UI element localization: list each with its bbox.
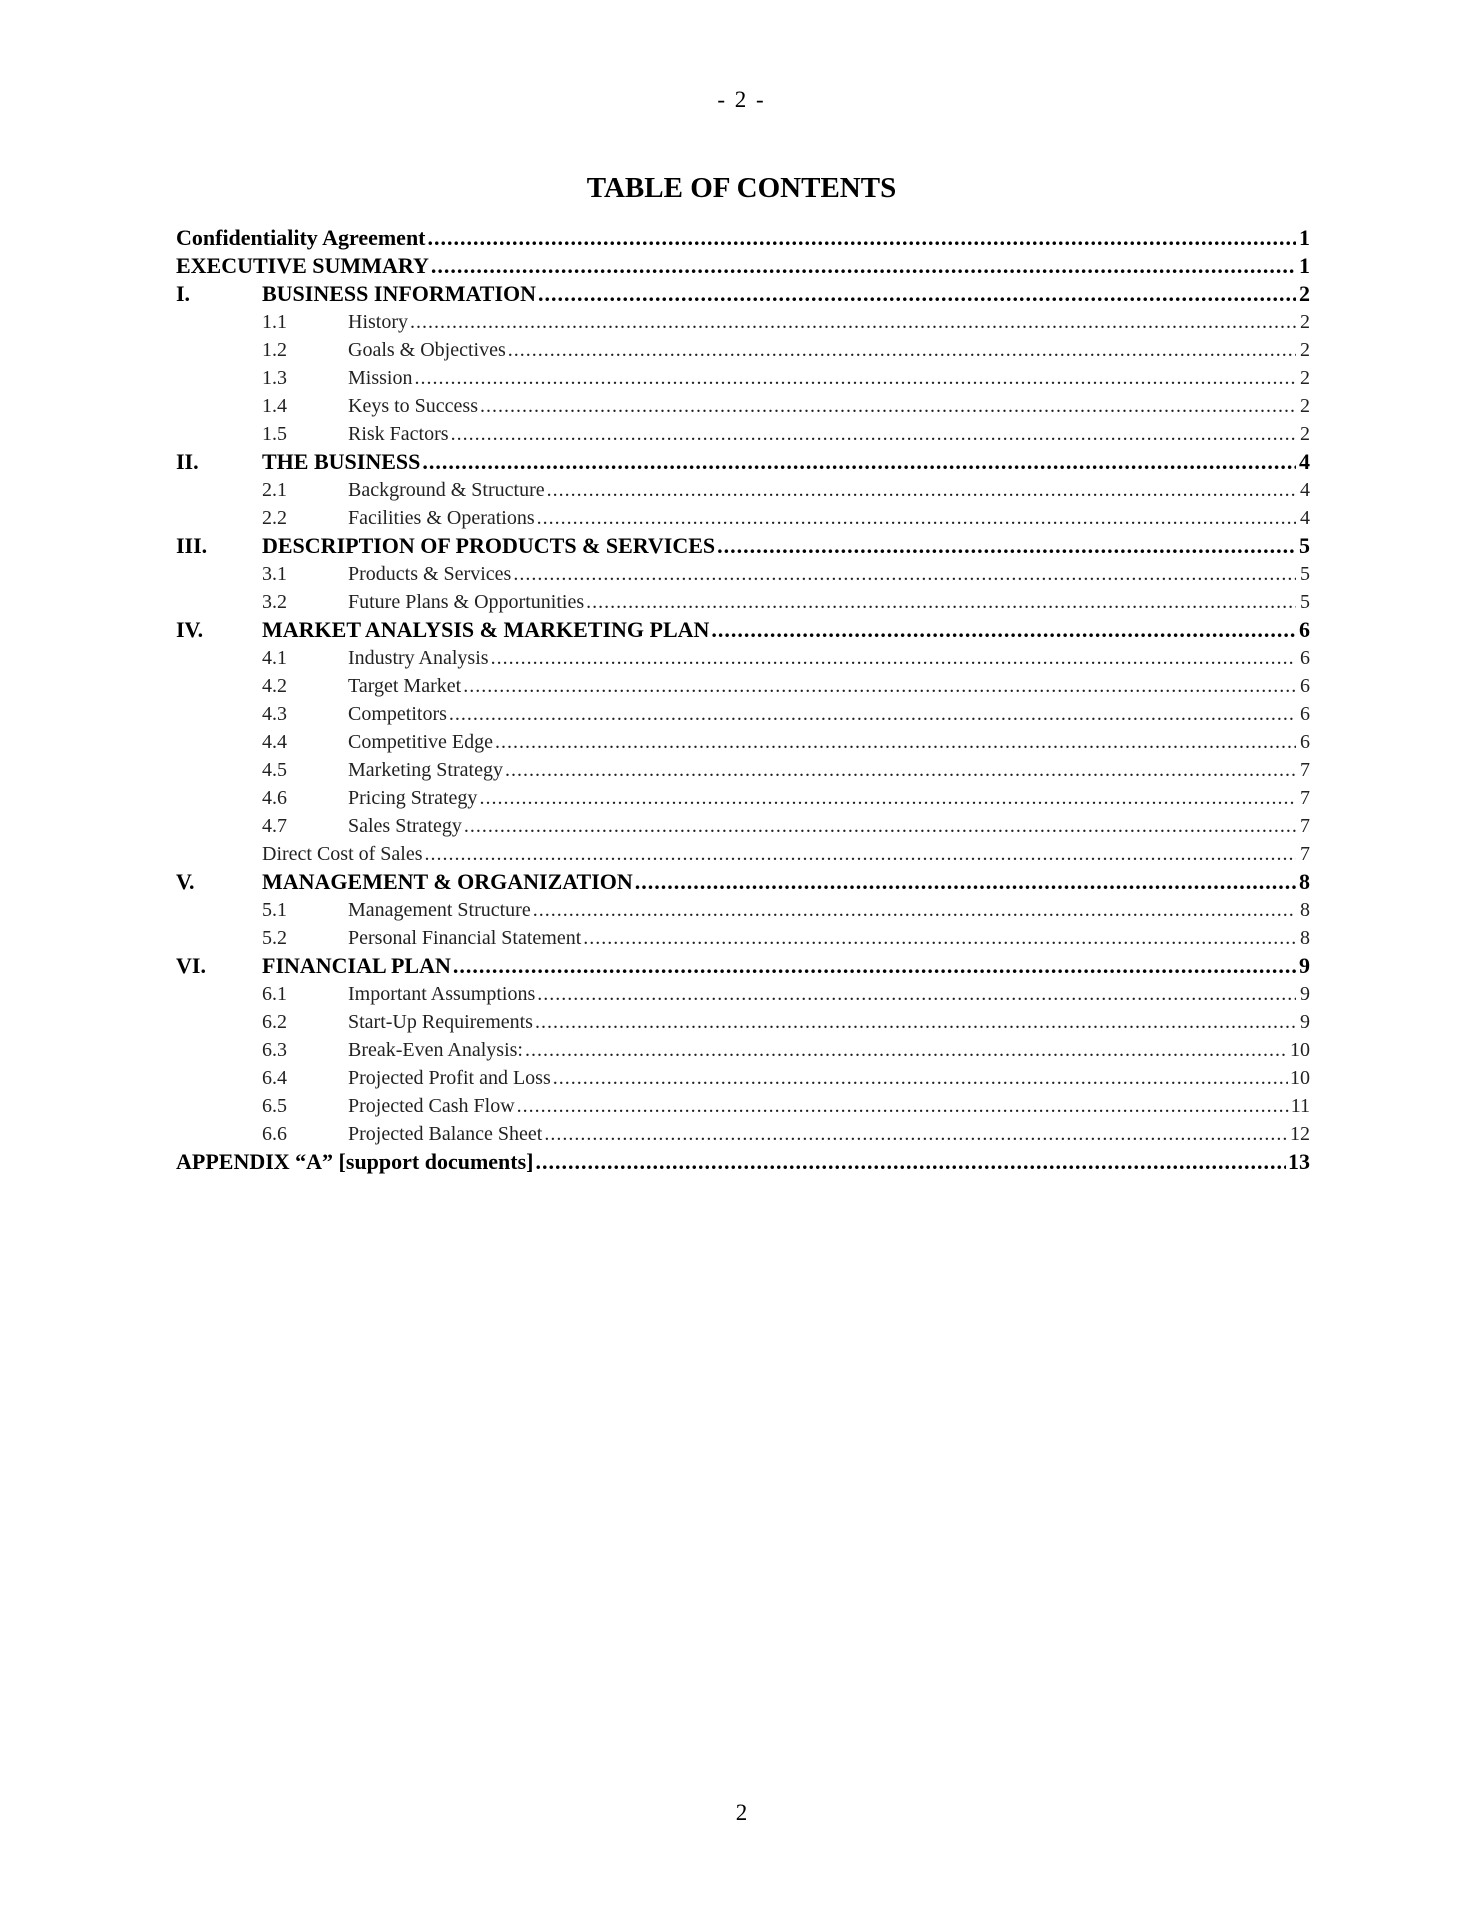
toc-entry-page: 13 xyxy=(1288,1149,1310,1174)
toc-entry-page: 5 xyxy=(1300,591,1310,613)
dot-leader xyxy=(431,252,1296,280)
toc-entry-confidentiality[interactable] xyxy=(176,224,1310,252)
dot-leader xyxy=(505,756,1296,784)
toc-entry-page: 8 xyxy=(1300,899,1310,921)
dot-leader xyxy=(508,336,1296,364)
toc-subsection-number: 4.1 xyxy=(262,647,287,669)
toc-section-number: III. xyxy=(176,533,208,558)
toc-entry-page: 6 xyxy=(1300,703,1310,725)
toc-entry-label: Keys to Success xyxy=(348,395,478,417)
dot-leader xyxy=(586,588,1296,616)
toc-subsection-number: 4.5 xyxy=(262,759,287,781)
toc-entry-executive-summary[interactable] xyxy=(176,252,1310,280)
toc-entry-page: 6 xyxy=(1299,617,1310,642)
dot-leader xyxy=(422,448,1296,476)
dot-leader xyxy=(410,308,1296,336)
dot-leader xyxy=(717,532,1296,560)
toc-subsection-marketing-strategy[interactable] xyxy=(176,756,1310,784)
dot-leader xyxy=(480,392,1296,420)
toc-entry-page: 7 xyxy=(1300,815,1310,837)
dot-leader xyxy=(537,980,1296,1008)
toc-entry-page: 1 xyxy=(1299,253,1310,278)
toc-entry-label: Pricing Strategy xyxy=(348,787,478,809)
toc-subsection-number: 6.3 xyxy=(262,1039,287,1061)
toc-subsection-pricing-strategy[interactable] xyxy=(176,784,1310,812)
dot-leader xyxy=(517,1092,1289,1120)
toc-entry-label: Management Structure xyxy=(348,899,531,921)
toc-entry-page: 2 xyxy=(1300,311,1310,333)
toc-subsection-mission[interactable] xyxy=(176,364,1310,392)
dot-leader xyxy=(464,812,1296,840)
toc-section-management[interactable] xyxy=(176,868,1310,896)
toc-subsection-background[interactable] xyxy=(176,476,1310,504)
dot-leader xyxy=(414,364,1296,392)
toc-entry-label: Important Assumptions xyxy=(348,983,536,1005)
toc-subsection-keys-to-success[interactable] xyxy=(176,392,1310,420)
toc-entry-page: 7 xyxy=(1300,843,1310,865)
toc-entry-page: 2 xyxy=(1300,339,1310,361)
toc-entry-page: 6 xyxy=(1300,675,1310,697)
toc-subsection-number: 1.5 xyxy=(262,423,287,445)
toc-entry-page: 4 xyxy=(1300,507,1310,529)
dot-leader xyxy=(428,224,1296,252)
dot-leader xyxy=(495,728,1296,756)
toc-entry-label: Target Market xyxy=(348,675,462,697)
toc-entry-label: Marketing Strategy xyxy=(348,759,503,781)
toc-section-business-information[interactable] xyxy=(176,280,1310,308)
toc-entry-page: 4 xyxy=(1300,479,1310,501)
dot-leader xyxy=(513,560,1296,588)
toc-subsection-future-plans[interactable] xyxy=(176,588,1310,616)
page-header-marker: - 2 - xyxy=(717,87,766,112)
toc-entry-page: 5 xyxy=(1300,563,1310,585)
toc-section-products-services[interactable] xyxy=(176,532,1310,560)
toc-subsection-sales-strategy[interactable] xyxy=(176,812,1310,840)
toc-subsection-break-even[interactable] xyxy=(176,1036,1310,1064)
toc-entry-page: 9 xyxy=(1300,1011,1310,1033)
toc-subsection-number: 6.2 xyxy=(262,1011,287,1033)
toc-subsection-number: 5.1 xyxy=(262,899,287,921)
toc-entry-label: Confidentiality Agreement xyxy=(176,225,426,250)
toc-entry-page: 1 xyxy=(1299,225,1310,250)
toc-entry-page: 8 xyxy=(1299,869,1310,894)
toc-subsection-products[interactable] xyxy=(176,560,1310,588)
toc-section-number: VI. xyxy=(176,953,206,978)
dot-leader xyxy=(535,1008,1296,1036)
toc-entry-direct-cost-of-sales[interactable] xyxy=(176,840,1310,868)
dot-leader xyxy=(449,700,1296,728)
dot-leader xyxy=(533,896,1296,924)
toc-entry-label: Products & Services xyxy=(348,563,512,585)
dot-leader xyxy=(463,672,1296,700)
toc-section-number: I. xyxy=(176,281,191,306)
toc-subsection-number: 6.1 xyxy=(262,983,287,1005)
toc-entry-label: Risk Factors xyxy=(348,423,449,445)
toc-subsection-number: 5.2 xyxy=(262,927,287,949)
toc-entry-page: 6 xyxy=(1300,647,1310,669)
toc-subsection-profit-loss[interactable] xyxy=(176,1064,1310,1092)
dot-leader xyxy=(635,868,1296,896)
toc-entry-appendix-a[interactable] xyxy=(176,1148,1310,1176)
dot-leader xyxy=(553,1064,1288,1092)
toc-entry-label: APPENDIX “A” [support documents] xyxy=(176,1149,534,1174)
toc-section-number: IV. xyxy=(176,617,204,642)
toc-subsection-number: 4.3 xyxy=(262,703,287,725)
toc-entry-page: 9 xyxy=(1299,953,1310,978)
toc-entry-label: Sales Strategy xyxy=(348,815,462,837)
dot-leader xyxy=(453,952,1296,980)
toc-subsection-personal-financial-statement[interactable] xyxy=(176,924,1310,952)
toc-subsection-management-structure[interactable] xyxy=(176,896,1310,924)
dot-leader xyxy=(491,644,1296,672)
toc-entry-label: Projected Cash Flow xyxy=(348,1095,515,1117)
toc-entry-page: 10 xyxy=(1290,1039,1310,1061)
toc-subsection-number: 2.1 xyxy=(262,479,287,501)
toc-entry-page: 6 xyxy=(1300,731,1310,753)
toc-entry-label: Break-Even Analysis: xyxy=(348,1039,523,1061)
toc-entry-label: BUSINESS INFORMATION xyxy=(262,281,537,306)
dot-leader xyxy=(451,420,1296,448)
toc-subsection-number: 1.1 xyxy=(262,311,287,333)
dot-leader xyxy=(537,504,1296,532)
toc-subsection-number: 6.5 xyxy=(262,1095,287,1117)
dot-leader xyxy=(538,280,1296,308)
toc-subsection-important-assumptions[interactable] xyxy=(176,980,1310,1008)
dot-leader xyxy=(583,924,1296,952)
toc-entry-label: Goals & Objectives xyxy=(348,339,506,361)
dot-leader xyxy=(525,1036,1288,1064)
page-title: TABLE OF CONTENTS xyxy=(586,172,897,204)
toc-subsection-number: 4.2 xyxy=(262,675,287,697)
toc-subsection-number: 6.4 xyxy=(262,1067,287,1089)
dot-leader xyxy=(479,784,1296,812)
toc-entry-label: Facilities & Operations xyxy=(348,507,535,529)
toc-entry-label: Background & Structure xyxy=(348,479,545,501)
toc-entry-label: EXECUTIVE SUMMARY xyxy=(176,253,429,278)
toc-entry-label: Competitors xyxy=(348,703,447,725)
toc-subsection-number: 2.2 xyxy=(262,507,287,529)
toc-subsection-cash-flow[interactable] xyxy=(176,1092,1310,1120)
toc-subsection-number: 4.4 xyxy=(262,731,287,753)
toc-entry-page: 2 xyxy=(1300,423,1310,445)
toc-entry-label: Personal Financial Statement xyxy=(348,927,582,949)
toc-entry-page: 10 xyxy=(1290,1067,1310,1089)
toc-subsection-number: 1.4 xyxy=(262,395,287,417)
toc-section-number: V. xyxy=(176,869,195,894)
toc-entry-page: 5 xyxy=(1299,533,1310,558)
toc-section-financial-plan[interactable] xyxy=(176,952,1310,980)
toc-subsection-number: 1.2 xyxy=(262,339,287,361)
toc-subsection-competitors[interactable] xyxy=(176,700,1310,728)
toc-subsection-industry-analysis[interactable] xyxy=(176,644,1310,672)
toc-subsection-balance-sheet[interactable] xyxy=(176,1120,1310,1148)
toc-entry-page: 2 xyxy=(1299,281,1310,306)
toc-section-the-business[interactable] xyxy=(176,448,1310,476)
toc-section-number: II. xyxy=(176,449,199,474)
dot-leader xyxy=(544,1120,1288,1148)
toc-subsection-number: 4.7 xyxy=(262,815,287,837)
toc-entry-label: MARKET ANALYSIS & MARKETING PLAN xyxy=(262,617,710,642)
toc-entry-page: 4 xyxy=(1299,449,1310,474)
toc-subsection-risk-factors[interactable] xyxy=(176,420,1310,448)
toc-entry-label: Industry Analysis xyxy=(348,647,489,669)
toc-entry-page: 2 xyxy=(1300,367,1310,389)
toc-subsection-number: 3.2 xyxy=(262,591,287,613)
toc-entry-label: DESCRIPTION OF PRODUCTS & SERVICES xyxy=(262,533,716,558)
toc-subsection-number: 4.6 xyxy=(262,787,287,809)
toc-entry-page: 8 xyxy=(1300,927,1310,949)
toc-entry-label: MANAGEMENT & ORGANIZATION xyxy=(262,869,633,894)
toc-entry-label: Direct Cost of Sales xyxy=(262,843,423,865)
toc-entry-page: 7 xyxy=(1300,787,1310,809)
dot-leader xyxy=(547,476,1296,504)
toc-subsection-competitive-edge[interactable] xyxy=(176,728,1310,756)
toc-section-market-analysis[interactable] xyxy=(176,616,1310,644)
toc-subsection-facilities[interactable] xyxy=(176,504,1310,532)
toc-entry-page: 11 xyxy=(1290,1095,1310,1117)
toc-entry-label: Mission xyxy=(348,367,413,389)
toc-subsection-start-up-requirements[interactable] xyxy=(176,1008,1310,1036)
toc-entry-label: Projected Profit and Loss xyxy=(348,1067,551,1089)
dot-leader xyxy=(711,616,1296,644)
toc-entry-label: Start-Up Requirements xyxy=(348,1011,533,1033)
page-number-footer: 2 xyxy=(735,1800,748,1825)
toc-entry-label: Future Plans & Opportunities xyxy=(348,591,585,613)
toc-entry-label: FINANCIAL PLAN xyxy=(262,953,451,978)
toc-subsection-number: 1.3 xyxy=(262,367,287,389)
toc-subsection-number: 6.6 xyxy=(262,1123,287,1145)
toc-subsection-target-market[interactable] xyxy=(176,672,1310,700)
toc-subsection-number: 3.1 xyxy=(262,563,287,585)
table-of-contents xyxy=(176,224,1310,1176)
toc-entry-label: History xyxy=(348,311,408,333)
toc-entry-label: Competitive Edge xyxy=(348,731,493,753)
toc-subsection-goals[interactable] xyxy=(176,336,1310,364)
toc-entry-page: 12 xyxy=(1290,1123,1310,1145)
toc-entry-label: THE BUSINESS xyxy=(262,449,421,474)
toc-entry-page: 7 xyxy=(1300,759,1310,781)
toc-entry-page: 2 xyxy=(1300,395,1310,417)
toc-subsection-history[interactable] xyxy=(176,308,1310,336)
dot-leader xyxy=(425,840,1296,868)
toc-entry-page: 9 xyxy=(1300,983,1310,1005)
toc-entry-label: Projected Balance Sheet xyxy=(348,1123,543,1145)
dot-leader xyxy=(536,1148,1286,1176)
